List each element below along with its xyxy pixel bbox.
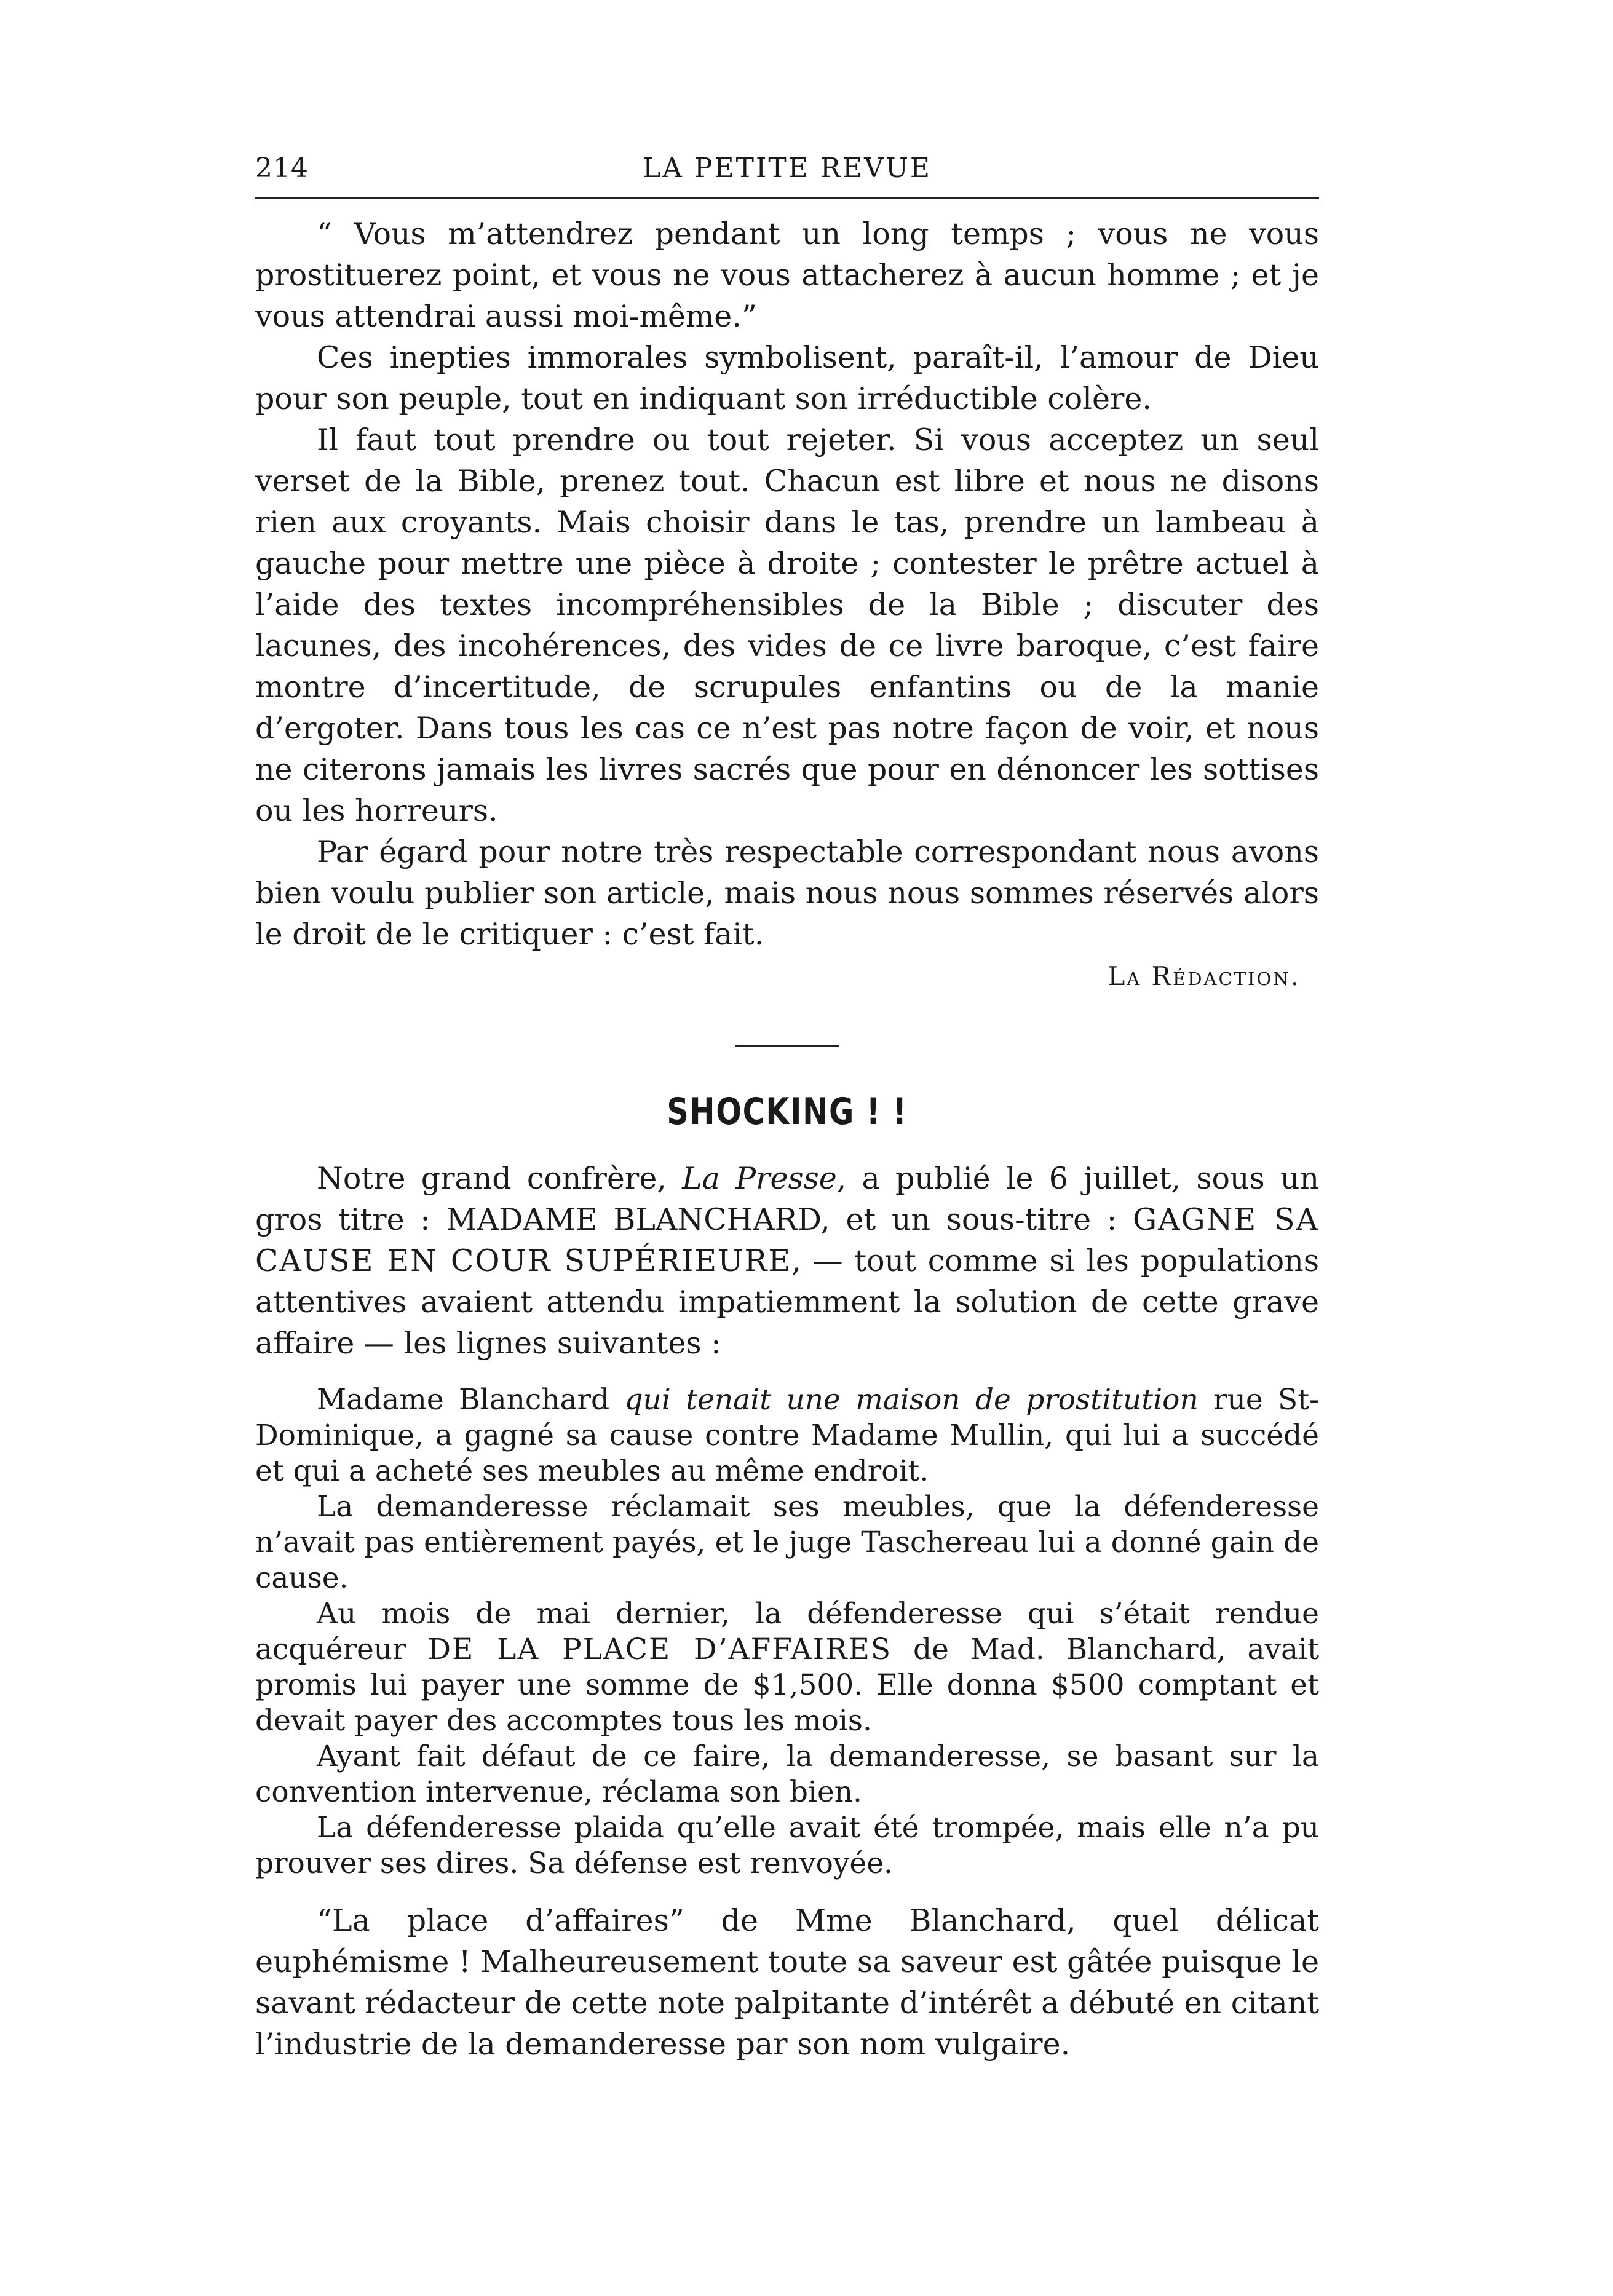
lead-text-4: , — tout comme si les populations attentives avaient attendu impatiemment la solution de cette grave affaire — les lignes suivantes :: [255, 1243, 1319, 1361]
article-closing-paragraph: “La place d’affaires” de Mme Blanchard, quel délicat euphémisme ! Malheureusement toute sa saveur est gâtée puisque le savant rédacteur de cette note palpitante d’intérêt a débuté en citant l’industrie de la demanderesse par son nom vulgaire.: [255, 1903, 1319, 2062]
intro-paragraph-inepties: Ces inepties immorales symbolisent, paraît-il, l’amour de Dieu pour son peuple, tout en indiquant son irréductible colère.: [255, 340, 1319, 416]
lead-text-3: , et un sous-titre :: [820, 1202, 1133, 1237]
quote-italic-text: qui tenait une maison de prostitution: [624, 1383, 1199, 1417]
lead-text-1: Notre grand confrère,: [317, 1161, 683, 1196]
quote-paragraph-1: [255, 1382, 1319, 1489]
intro-section: [255, 213, 1319, 991]
quote-text: Madame Blanchard: [317, 1383, 625, 1417]
running-head: [255, 148, 1319, 191]
intro-paragraph-quote: “ Vous m’attendrez pendant un long temps ; vous ne vous prostituerez point, et vous ne vous attacherez à aucun homme ; et je vous attendrai aussi moi-même.”: [255, 216, 1319, 334]
lead-text-2: , a publié le 6 juillet, sous un gros titre :: [255, 1161, 1320, 1237]
page-number: 214: [255, 152, 309, 184]
newspaper-name: La Presse: [682, 1161, 837, 1196]
article-title: SHOCKING ! !: [667, 1090, 908, 1133]
quote-text: Au mois de mai dernier, la défenderesse qui s’était rendue acquéreur: [255, 1597, 1319, 1666]
quote-text: de Mad. Blanchard, avait promis lui payer une somme de $1,500. Elle donna $500 comptant et devait payer des accomptes tous les mois.: [255, 1633, 1319, 1738]
quote-paragraph-3: [255, 1596, 1319, 1739]
quote-paragraph-5: La défenderesse plaida qu’elle avait été trompée, mais elle n’a pu prouver ses dires. Sa défense est renvoyée.: [255, 1811, 1319, 1880]
quote-smallcaps-text: DE LA PLACE D’AFFAIRES: [427, 1633, 892, 1666]
subheadline-text: GAGNE SA CAUSE EN COUR SUPÉRIEURE: [255, 1202, 1319, 1278]
quote-text: rue St-Dominique, a gagné sa cause contre Madame Mullin, qui lui a succédé et qui a acheté ses meubles au même endroit.: [255, 1383, 1320, 1488]
running-title: LA PETITE REVUE: [642, 152, 932, 184]
section-separator: [735, 1045, 839, 1047]
intro-paragraph-bible: Il faut tout prendre ou tout rejeter. Si vous acceptez un seul verset de la Bible, prenez tout. Chacun est libre et nous ne disons rien aux croyants. Mais choisir dans le tas, prendre un lambeau à gauche pour mettre une pièce à droite ; contester le prêtre actuel à l’aide des textes incompréhensibles de la Bible ; discuter des lacunes, des incohérences, des vides de ce livre baroque, c’est faire montre d’incertitude, de scrupules enfantins ou de la manie d’ergoter. Dans tous les cas ce n’est pas notre façon de voir, et nous ne citerons jamais les livres sacrés que pour en dénoncer les sottises ou les horreurs.: [255, 422, 1319, 828]
header-rule: [255, 197, 1319, 202]
redaction-signature: La Rédaction.: [1108, 961, 1301, 991]
article-lead-paragraph: [255, 1158, 1319, 1364]
quote-paragraph-4: Ayant fait défaut de ce faire, la demanderesse, se basant sur la convention intervenue, réclama son bien.: [255, 1740, 1319, 1809]
page: [255, 148, 1319, 2065]
quote-paragraph-2: La demanderesse réclamait ses meubles, que la défenderesse n’avait pas entièrement payés, et le juge Taschereau lui a donné gain de cause.: [255, 1490, 1319, 1595]
intro-paragraph-correspondant: Par égard pour notre très respectable correspondant nous avons bien voulu publier son article, mais nous nous sommes réservés alors le droit de le critiquer : c’est fait.: [255, 834, 1319, 952]
headline-text: MADAME BLANCHARD: [446, 1202, 821, 1237]
quoted-news-item: [255, 1382, 1319, 1882]
